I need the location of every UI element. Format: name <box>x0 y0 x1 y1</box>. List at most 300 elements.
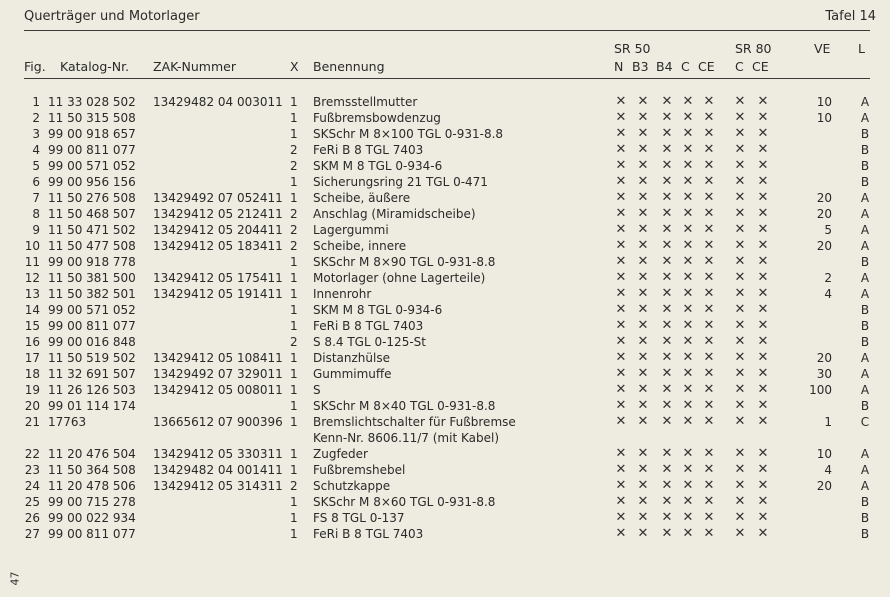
fig-number: 25 <box>24 495 40 509</box>
ve-value: 4 <box>824 463 832 477</box>
quantity: 1 <box>290 511 298 525</box>
zak-number: 13429482 04 003011 <box>153 95 283 109</box>
header-katalog: Katalog-Nr. <box>60 59 130 74</box>
availability-mark-icon: ✕ <box>637 94 649 109</box>
availability-mark-icon: ✕ <box>637 206 649 221</box>
katalog-number: 99 01 114 174 <box>48 399 136 413</box>
l-code: A <box>860 207 870 221</box>
tafel-label: Tafel 14 <box>825 9 876 24</box>
l-code: B <box>860 511 870 525</box>
benennung <box>313 302 442 318</box>
availability-mark-icon: ✕ <box>637 190 649 205</box>
benennung-line: Scheibe, äußere <box>313 191 411 205</box>
header-sr50-b4: B4 <box>656 59 673 74</box>
availability-mark-icon: ✕ <box>637 302 649 317</box>
header-sr80-group: SR 80 <box>735 41 772 56</box>
quantity: 1 <box>290 127 298 141</box>
benennung-line: Innenrohr <box>313 287 372 301</box>
table-row <box>0 350 890 366</box>
availability-mark-icon: ✕ <box>661 334 673 349</box>
fig-number: 15 <box>24 319 40 333</box>
ve-value: 100 <box>809 383 832 397</box>
zak-number: 13429482 04 001411 <box>153 463 283 477</box>
zak-number: 13429412 05 191411 <box>153 287 283 301</box>
availability-mark-icon: ✕ <box>703 158 715 173</box>
header-rule <box>24 78 870 79</box>
benennung-line: Sicherungsring 21 TGL 0-471 <box>313 175 488 189</box>
availability-mark-icon: ✕ <box>615 126 627 141</box>
availability-mark-icon: ✕ <box>703 190 715 205</box>
katalog-number: 99 00 571 052 <box>48 303 136 317</box>
availability-mark-icon: ✕ <box>703 478 715 493</box>
fig-number: 11 <box>24 255 40 269</box>
l-code: C <box>860 415 870 429</box>
l-code: B <box>860 255 870 269</box>
benennung-line: SKSchr M 8×40 TGL 0-931-8.8 <box>313 399 496 413</box>
quantity: 1 <box>290 319 298 333</box>
table-row <box>0 174 890 190</box>
benennung-line: S 8.4 TGL 0-125-St <box>313 335 426 349</box>
fig-number: 10 <box>24 239 40 253</box>
quantity: 2 <box>290 335 298 349</box>
l-code: A <box>860 479 870 493</box>
zak-number: 13429412 05 175411 <box>153 271 283 285</box>
ve-value: 2 <box>824 271 832 285</box>
katalog-number: 99 00 715 278 <box>48 495 136 509</box>
ve-value: 20 <box>816 191 832 205</box>
benennung <box>313 366 392 382</box>
availability-mark-icon: ✕ <box>661 494 673 509</box>
zak-number: 13429492 07 052411 <box>153 191 283 205</box>
header-sr50-c: C <box>681 59 690 74</box>
header-x: X <box>290 59 299 74</box>
l-code: A <box>860 367 870 381</box>
benennung <box>313 254 495 270</box>
availability-mark-icon: ✕ <box>615 206 627 221</box>
header-sr50-group: SR 50 <box>614 41 651 56</box>
availability-mark-icon: ✕ <box>682 414 694 429</box>
availability-mark-icon: ✕ <box>637 350 649 365</box>
l-code: B <box>860 159 870 173</box>
benennung <box>313 190 410 206</box>
benennung <box>313 110 441 126</box>
availability-mark-icon: ✕ <box>757 446 769 461</box>
availability-mark-icon: ✕ <box>703 110 715 125</box>
zak-number: 13429412 05 330311 <box>153 447 283 461</box>
availability-mark-icon: ✕ <box>661 94 673 109</box>
fig-number: 21 <box>24 415 40 429</box>
quantity: 1 <box>290 527 298 541</box>
ve-value: 30 <box>816 367 832 381</box>
benennung <box>313 126 503 142</box>
availability-mark-icon: ✕ <box>661 526 673 541</box>
availability-mark-icon: ✕ <box>703 334 715 349</box>
availability-mark-icon: ✕ <box>703 350 715 365</box>
fig-number: 18 <box>24 367 40 381</box>
availability-mark-icon: ✕ <box>682 526 694 541</box>
quantity: 1 <box>290 303 298 317</box>
ve-value: 20 <box>816 351 832 365</box>
availability-mark-icon: ✕ <box>637 478 649 493</box>
availability-mark-icon: ✕ <box>682 446 694 461</box>
availability-mark-icon: ✕ <box>682 190 694 205</box>
benennung <box>313 334 426 350</box>
fig-number: 23 <box>24 463 40 477</box>
benennung <box>313 526 423 542</box>
availability-mark-icon: ✕ <box>661 190 673 205</box>
availability-mark-icon: ✕ <box>757 126 769 141</box>
availability-mark-icon: ✕ <box>637 286 649 301</box>
availability-mark-icon: ✕ <box>734 366 746 381</box>
availability-mark-icon: ✕ <box>661 446 673 461</box>
fig-number: 16 <box>24 335 40 349</box>
l-code: B <box>860 143 870 157</box>
l-code: B <box>860 303 870 317</box>
availability-mark-icon: ✕ <box>637 398 649 413</box>
availability-mark-icon: ✕ <box>734 238 746 253</box>
availability-mark-icon: ✕ <box>682 334 694 349</box>
availability-mark-icon: ✕ <box>637 382 649 397</box>
availability-mark-icon: ✕ <box>661 478 673 493</box>
availability-mark-icon: ✕ <box>661 110 673 125</box>
availability-mark-icon: ✕ <box>734 510 746 525</box>
benennung-line: FeRi B 8 TGL 7403 <box>313 319 424 333</box>
table-row <box>0 286 890 302</box>
zak-number: 13429412 05 212411 <box>153 207 283 221</box>
availability-mark-icon: ✕ <box>637 174 649 189</box>
benennung <box>313 158 442 174</box>
availability-mark-icon: ✕ <box>615 270 627 285</box>
fig-number: 5 <box>32 159 40 173</box>
availability-mark-icon: ✕ <box>615 158 627 173</box>
benennung-line: Gummimuffe <box>313 367 392 381</box>
availability-mark-icon: ✕ <box>615 398 627 413</box>
availability-mark-icon: ✕ <box>757 222 769 237</box>
ve-value: 5 <box>824 223 832 237</box>
l-code: A <box>860 223 870 237</box>
availability-mark-icon: ✕ <box>734 126 746 141</box>
katalog-number: 11 50 477 508 <box>48 239 136 253</box>
benennung <box>313 398 495 414</box>
availability-mark-icon: ✕ <box>637 126 649 141</box>
availability-mark-icon: ✕ <box>703 142 715 157</box>
katalog-number: 99 00 811 077 <box>48 143 136 157</box>
quantity: 1 <box>290 495 298 509</box>
table-row <box>0 158 890 174</box>
availability-mark-icon: ✕ <box>757 526 769 541</box>
availability-mark-icon: ✕ <box>615 302 627 317</box>
fig-number: 2 <box>32 111 40 125</box>
availability-mark-icon: ✕ <box>734 142 746 157</box>
availability-mark-icon: ✕ <box>734 222 746 237</box>
katalog-number: 11 50 471 502 <box>48 223 136 237</box>
availability-mark-icon: ✕ <box>615 318 627 333</box>
quantity: 1 <box>290 95 298 109</box>
katalog-number: 11 32 691 507 <box>48 367 136 381</box>
l-code: A <box>860 111 870 125</box>
availability-mark-icon: ✕ <box>682 510 694 525</box>
availability-mark-icon: ✕ <box>734 446 746 461</box>
l-code: B <box>860 495 870 509</box>
availability-mark-icon: ✕ <box>682 94 694 109</box>
benennung-line: FeRi B 8 TGL 7403 <box>313 143 424 157</box>
zak-number: 13429412 05 183411 <box>153 239 283 253</box>
quantity: 1 <box>290 463 298 477</box>
availability-mark-icon: ✕ <box>661 126 673 141</box>
availability-mark-icon: ✕ <box>703 254 715 269</box>
benennung-line: SKM M 8 TGL 0-934-6 <box>313 303 443 317</box>
katalog-number: 11 50 519 502 <box>48 351 136 365</box>
availability-mark-icon: ✕ <box>615 222 627 237</box>
quantity: 1 <box>290 175 298 189</box>
l-code: A <box>860 95 870 109</box>
table-row <box>0 238 890 254</box>
availability-mark-icon: ✕ <box>703 270 715 285</box>
availability-mark-icon: ✕ <box>734 302 746 317</box>
benennung <box>313 270 485 286</box>
benennung <box>313 494 495 510</box>
availability-mark-icon: ✕ <box>615 238 627 253</box>
availability-mark-icon: ✕ <box>661 206 673 221</box>
availability-mark-icon: ✕ <box>757 366 769 381</box>
availability-mark-icon: ✕ <box>661 254 673 269</box>
fig-number: 17 <box>24 351 40 365</box>
availability-mark-icon: ✕ <box>703 222 715 237</box>
availability-mark-icon: ✕ <box>703 366 715 381</box>
availability-mark-icon: ✕ <box>661 302 673 317</box>
availability-mark-icon: ✕ <box>703 510 715 525</box>
availability-mark-icon: ✕ <box>734 526 746 541</box>
ve-value: 10 <box>816 95 832 109</box>
availability-mark-icon: ✕ <box>734 190 746 205</box>
katalog-number: 11 50 382 501 <box>48 287 136 301</box>
availability-mark-icon: ✕ <box>757 158 769 173</box>
availability-mark-icon: ✕ <box>734 414 746 429</box>
katalog-number: 11 50 315 508 <box>48 111 136 125</box>
quantity: 1 <box>290 383 298 397</box>
availability-mark-icon: ✕ <box>615 254 627 269</box>
fig-number: 7 <box>32 191 40 205</box>
availability-mark-icon: ✕ <box>637 158 649 173</box>
benennung-line: Zugfeder <box>313 447 368 461</box>
table-row <box>0 398 890 414</box>
availability-mark-icon: ✕ <box>615 142 627 157</box>
availability-mark-icon: ✕ <box>637 110 649 125</box>
availability-mark-icon: ✕ <box>615 382 627 397</box>
availability-mark-icon: ✕ <box>682 286 694 301</box>
availability-mark-icon: ✕ <box>682 206 694 221</box>
availability-mark-icon: ✕ <box>661 286 673 301</box>
availability-mark-icon: ✕ <box>734 174 746 189</box>
fig-number: 3 <box>32 127 40 141</box>
side-page-number: 47 <box>8 571 22 586</box>
availability-mark-icon: ✕ <box>661 222 673 237</box>
katalog-number: 99 00 022 934 <box>48 511 136 525</box>
ve-value: 10 <box>816 111 832 125</box>
availability-mark-icon: ✕ <box>757 334 769 349</box>
benennung-line: S <box>313 383 321 397</box>
availability-mark-icon: ✕ <box>757 206 769 221</box>
availability-mark-icon: ✕ <box>682 158 694 173</box>
availability-mark-icon: ✕ <box>637 446 649 461</box>
ve-value: 4 <box>824 287 832 301</box>
quantity: 1 <box>290 271 298 285</box>
benennung <box>313 350 390 366</box>
ve-value: 10 <box>816 447 832 461</box>
page-title: Querträger und Motorlager <box>24 9 200 24</box>
ve-value: 20 <box>816 239 832 253</box>
availability-mark-icon: ✕ <box>734 270 746 285</box>
l-code: A <box>860 351 870 365</box>
availability-mark-icon: ✕ <box>661 270 673 285</box>
header-sr80-c: C <box>735 59 744 74</box>
availability-mark-icon: ✕ <box>661 142 673 157</box>
quantity: 2 <box>290 223 298 237</box>
availability-mark-icon: ✕ <box>703 414 715 429</box>
availability-mark-icon: ✕ <box>682 302 694 317</box>
availability-mark-icon: ✕ <box>682 462 694 477</box>
availability-mark-icon: ✕ <box>757 190 769 205</box>
katalog-number: 99 00 016 848 <box>48 335 136 349</box>
fig-number: 26 <box>24 511 40 525</box>
availability-mark-icon: ✕ <box>757 478 769 493</box>
benennung-line: Bremsstellmutter <box>313 95 418 109</box>
availability-mark-icon: ✕ <box>637 238 649 253</box>
quantity: 2 <box>290 159 298 173</box>
table-row <box>0 446 890 462</box>
availability-mark-icon: ✕ <box>661 318 673 333</box>
availability-mark-icon: ✕ <box>661 366 673 381</box>
l-code: A <box>860 271 870 285</box>
table-row <box>0 382 890 398</box>
katalog-number: 99 00 811 077 <box>48 527 136 541</box>
availability-mark-icon: ✕ <box>661 414 673 429</box>
benennung <box>313 382 321 398</box>
availability-mark-icon: ✕ <box>637 494 649 509</box>
table-row <box>0 462 890 478</box>
katalog-number: 11 20 476 504 <box>48 447 136 461</box>
availability-mark-icon: ✕ <box>615 510 627 525</box>
quantity: 1 <box>290 111 298 125</box>
availability-mark-icon: ✕ <box>703 382 715 397</box>
benennung-line: FS 8 TGL 0-137 <box>313 511 405 525</box>
benennung-line: Fußbremshebel <box>313 463 406 477</box>
availability-mark-icon: ✕ <box>734 110 746 125</box>
quantity: 1 <box>290 447 298 461</box>
fig-number: 14 <box>24 303 40 317</box>
table-row <box>0 254 890 270</box>
availability-mark-icon: ✕ <box>734 398 746 413</box>
availability-mark-icon: ✕ <box>637 334 649 349</box>
benennung-line-2: Kenn-Nr. 8606.11/7 (mit Kabel) <box>313 431 499 445</box>
benennung-line: FeRi B 8 TGL 7403 <box>313 527 424 541</box>
availability-mark-icon: ✕ <box>757 462 769 477</box>
table-row <box>0 526 890 542</box>
availability-mark-icon: ✕ <box>703 494 715 509</box>
availability-mark-icon: ✕ <box>637 270 649 285</box>
header-ve: VE <box>814 41 831 56</box>
availability-mark-icon: ✕ <box>703 526 715 541</box>
quantity: 1 <box>290 399 298 413</box>
availability-mark-icon: ✕ <box>757 494 769 509</box>
quantity: 1 <box>290 367 298 381</box>
availability-mark-icon: ✕ <box>703 302 715 317</box>
availability-mark-icon: ✕ <box>682 238 694 253</box>
availability-mark-icon: ✕ <box>661 398 673 413</box>
availability-mark-icon: ✕ <box>682 270 694 285</box>
ve-value: 20 <box>816 479 832 493</box>
availability-mark-icon: ✕ <box>757 286 769 301</box>
table-row <box>0 110 890 126</box>
availability-mark-icon: ✕ <box>615 174 627 189</box>
availability-mark-icon: ✕ <box>682 110 694 125</box>
availability-mark-icon: ✕ <box>703 238 715 253</box>
availability-mark-icon: ✕ <box>734 206 746 221</box>
availability-mark-icon: ✕ <box>703 94 715 109</box>
availability-mark-icon: ✕ <box>637 318 649 333</box>
availability-mark-icon: ✕ <box>637 142 649 157</box>
l-code: A <box>860 287 870 301</box>
fig-number: 12 <box>24 271 40 285</box>
l-code: A <box>860 447 870 461</box>
l-code: A <box>860 191 870 205</box>
benennung-line: Motorlager (ohne Lagerteile) <box>313 271 486 285</box>
availability-mark-icon: ✕ <box>615 350 627 365</box>
fig-number: 8 <box>32 207 40 221</box>
benennung <box>313 94 417 110</box>
availability-mark-icon: ✕ <box>703 126 715 141</box>
availability-mark-icon: ✕ <box>703 398 715 413</box>
availability-mark-icon: ✕ <box>661 174 673 189</box>
header-sr50-n: N <box>614 59 624 74</box>
fig-number: 27 <box>24 527 40 541</box>
katalog-number: 11 50 276 508 <box>48 191 136 205</box>
zak-number: 13429412 05 108411 <box>153 351 283 365</box>
table-row <box>0 222 890 238</box>
fig-number: 20 <box>24 399 40 413</box>
availability-mark-icon: ✕ <box>734 334 746 349</box>
availability-mark-icon: ✕ <box>682 366 694 381</box>
fig-number: 9 <box>32 223 40 237</box>
benennung-line: SKSchr M 8×90 TGL 0-931-8.8 <box>313 255 496 269</box>
benennung <box>313 510 405 526</box>
table-row <box>0 142 890 158</box>
fig-number: 13 <box>24 287 40 301</box>
availability-mark-icon: ✕ <box>734 254 746 269</box>
availability-mark-icon: ✕ <box>757 302 769 317</box>
l-code: A <box>860 463 870 477</box>
availability-mark-icon: ✕ <box>734 494 746 509</box>
katalog-number: 99 00 918 657 <box>48 127 136 141</box>
availability-mark-icon: ✕ <box>637 462 649 477</box>
availability-mark-icon: ✕ <box>734 350 746 365</box>
katalog-number: 99 00 956 156 <box>48 175 136 189</box>
availability-mark-icon: ✕ <box>637 254 649 269</box>
table-row <box>0 414 890 446</box>
availability-mark-icon: ✕ <box>703 318 715 333</box>
ve-value: 1 <box>824 415 832 429</box>
header-sr50-ce: CE <box>698 59 715 74</box>
availability-mark-icon: ✕ <box>703 174 715 189</box>
benennung-line: Lagergummi <box>313 223 389 237</box>
katalog-number: 11 26 126 503 <box>48 383 136 397</box>
benennung <box>313 174 488 190</box>
availability-mark-icon: ✕ <box>661 158 673 173</box>
availability-mark-icon: ✕ <box>615 526 627 541</box>
availability-mark-icon: ✕ <box>615 286 627 301</box>
availability-mark-icon: ✕ <box>757 398 769 413</box>
availability-mark-icon: ✕ <box>682 478 694 493</box>
